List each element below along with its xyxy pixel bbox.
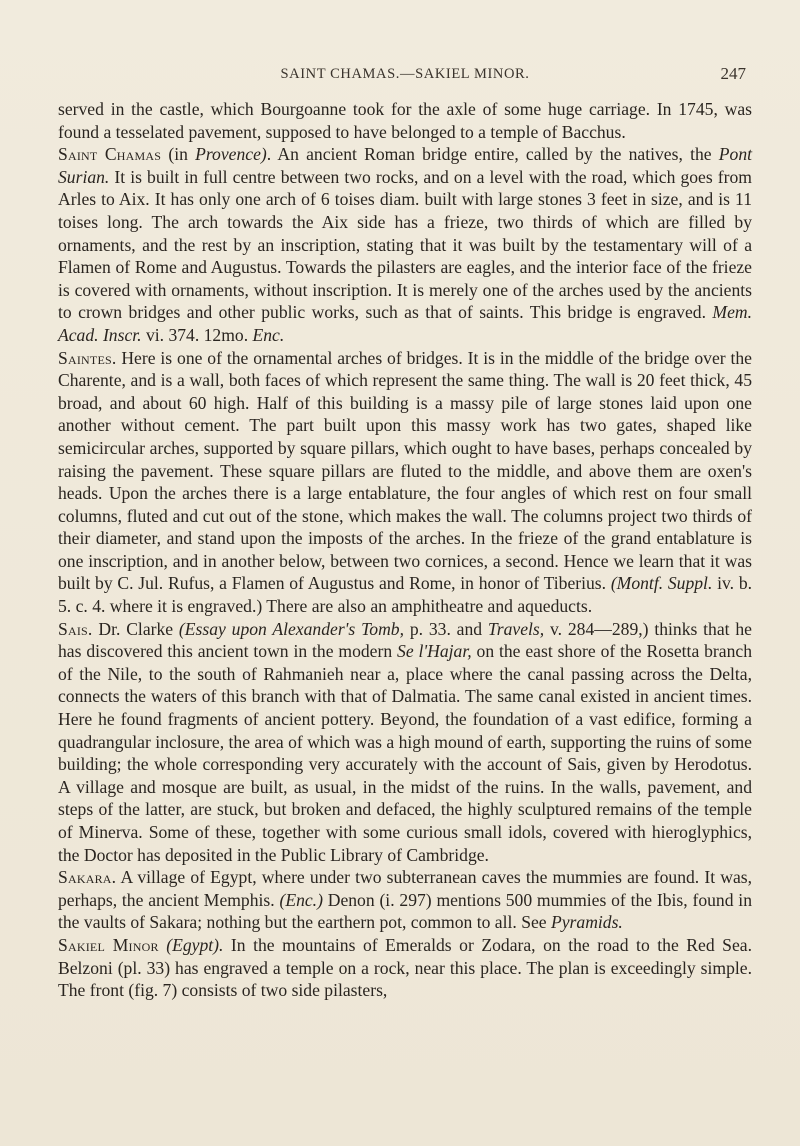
text-segment: vi. 374. 12mo.	[141, 324, 253, 345]
page-number: 247	[720, 64, 746, 83]
text-segment: It is built in full centre between two rocks, and on a level with the road, which goes from Arles to Aix. It has only one arch of 6 toises diam. built with large stones 3 feet in size, and is 11 toises long. The arch towards the Aix side has a frieze, two thirds of which are filled by ornaments, and the rest by an inscription, stating that it was built by the testamentary will of a Flamen of Rome and Augustus. Towards the pilasters are eagles, and the interior face of the frieze is covered with ornaments, without inscription. It is merely one of the arches used by the ancients to crown bridges and other public works, such as that of saints. This bridge is engraved.	[58, 166, 752, 323]
text-segment: iv. b. 5. c. 4. where it is engraved.) There are also an amphitheatre and aqueducts.	[58, 573, 753, 617]
text-segment: (in	[161, 144, 196, 165]
text-segment-italic: Travels,	[487, 618, 545, 639]
headword: Sakara.	[58, 867, 117, 888]
entry-continuation	[58, 98, 752, 143]
text-segment-italic: Provence)	[195, 144, 267, 165]
body-text	[58, 98, 752, 1002]
text-segment-italic: (Egypt).	[166, 934, 224, 955]
headword: Sais.	[58, 618, 93, 639]
text-segment-italic: Mem. Acad. Inscr.	[58, 302, 752, 345]
text-segment: served in the castle, which Bourgoanne took for the axle of some huge carriage. In 1745, was found a tesselated pavement, supposed to have belonged to a temple of Bacchus.	[58, 99, 752, 142]
text-segment: A village of Egypt, where under two subterranean caves the mummies are found. It was, perhaps, the ancient Memphis.	[58, 867, 752, 910]
entry-saintes	[58, 347, 752, 618]
text-segment: Dr. Clarke	[92, 618, 179, 639]
text-segment-italic: Pont Surian.	[58, 144, 753, 187]
text-segment-italic: (Montf. Suppl.	[610, 573, 713, 594]
headword: Saint Chamas	[58, 144, 162, 165]
text-segment: Denon (i. 297) mentions 500 mummies of the Ibis, found in the vaults of Sakara; nothing but the earthern pot, common to all. See	[58, 889, 752, 933]
headword: Saintes.	[58, 347, 117, 368]
text-segment: . An ancient Roman bridge entire, called by the natives, the	[266, 144, 719, 165]
text-segment: v. 284—289,) thinks that he has discovered this ancient town in the modern	[58, 618, 752, 662]
text-segment-italic: Se l'Hajar,	[397, 641, 472, 662]
text-segment: p. 33. and	[403, 618, 488, 639]
text-segment-italic: Enc.	[252, 324, 285, 345]
entry-sais	[58, 618, 752, 867]
entry-sakiel-minor	[58, 934, 752, 1002]
text-segment-italic: (Essay upon Alexander's Tomb,	[178, 618, 404, 639]
headword: Sakiel Minor	[58, 934, 159, 955]
entry-saint-chamas	[58, 143, 752, 346]
running-head	[58, 66, 752, 92]
entry-sakara	[58, 866, 752, 934]
text-segment-italic: Pyramids.	[551, 912, 623, 933]
text-segment: Here is one of the ornamental arches of bridges. It is in the middle of the bridge over the Charente, and is a wall, both faces of which represent the same thing. The wall is 20 feet thick, 45 broad, and about 60 high. Half of this building is a massy pile of large stones laid upon one another without cement. The part built upon this massy work has two gates, shaped like semicircular arches, supported by square pillars, which ought to have bases, perhaps concealed by raising the pavement. These square pillars are fluted to the middle, and above them are oxen's heads. Upon the arches there is a large entablature, the four angles of which rest on four small columns, fluted and cut out of the stone, which makes the wall. The columns project two thirds of their diameter, and stand upon the imposts of the arches. In the frieze of the grand entablature is one inscription, and in another below, between two cornices, a second. Hence we learn that it was built by C. Jul. Rufus, a Flamen of Augustus and Rome, in honor of Tiberius.	[58, 347, 752, 594]
text-segment-italic: (Enc.)	[279, 889, 323, 910]
running-title: SAINT CHAMAS.—SAKIEL MINOR.	[280, 66, 530, 82]
text-segment: In the mountains of Emeralds or Zodara, on the road to the Red Sea. Belzoni (pl. 33) has engraved a temple on a rock, near this place. The plan is exceedingly simple. The front (fig. 7) consists of two side pilasters,	[58, 934, 752, 1001]
text-segment: on the east shore of the Rosetta branch of the Nile, to the south of Rahmanieh near a, place where the canal passing across the Delta, connects the waters of this branch with that of Dalmatia. The same canal existed in ancient times. Here he found fragments of ancient pottery. Beyond, the foundation of a vast edifice, forming a quadrangular inclosure, the area of which was a high mound of earth, supporting the ruins of some building; the whole corresponding very accurately with the account of Sais, given by Herodotus. A village and mosque are built, as usual, in the midst of the ruins. In the walls, pavement, and steps of the latter, are stuck, but broken and defaced, the highly sculptured remains of the temple of Minerva. Some of these, together with some curious small idols, covered with hieroglyphics, the Doctor has deposited in the Public Library of Cambridge.	[58, 641, 752, 865]
